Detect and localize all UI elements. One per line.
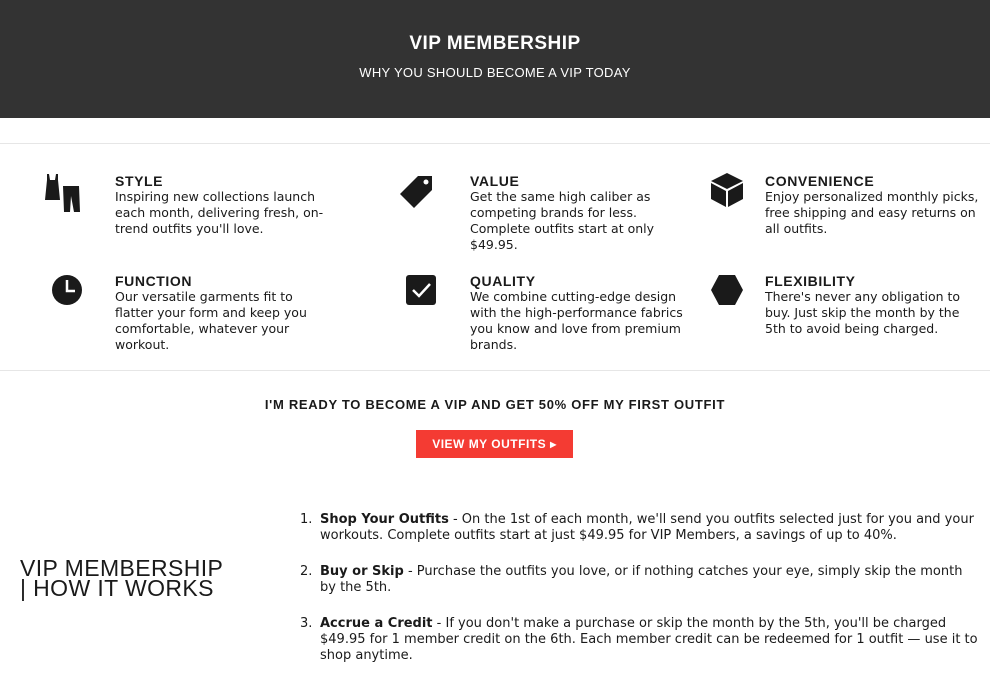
step-number: 3. xyxy=(300,616,313,631)
list-item xyxy=(300,564,980,596)
step-number: 2. xyxy=(300,564,313,579)
feature-title: CONVENIENCE xyxy=(765,173,875,189)
step-heading: Shop Your Outfits xyxy=(320,512,449,527)
feature-function xyxy=(115,273,330,353)
feature-style xyxy=(115,173,330,237)
feature-description: Our versatile garments fit to flatter your form and keep you comfortable, whatever your workout. xyxy=(115,289,307,352)
hexagon-icon xyxy=(707,270,747,310)
feature-quality xyxy=(470,273,685,353)
feature-convenience xyxy=(765,173,980,237)
feature-description: Inspiring new collections launch each month, delivering fresh, on-trend outfits you'll love. xyxy=(115,189,324,236)
feature-title: STYLE xyxy=(115,173,164,189)
how-title-line2: | HOW IT WORKS xyxy=(20,575,214,601)
checkbox-icon xyxy=(401,270,441,310)
feature-description: Get the same high caliber as competing brands for less. Complete outfits start at only $49.95. xyxy=(470,189,655,252)
step-body xyxy=(320,616,980,664)
step-text: - Purchase the outfits you love, or if nothing catches your eye, simply skip the month by the 5th. xyxy=(320,564,963,595)
list-item xyxy=(300,616,980,664)
clock-icon xyxy=(47,270,87,310)
divider-middle xyxy=(0,370,990,371)
step-heading: Accrue a Credit xyxy=(320,616,433,631)
step-body xyxy=(320,564,980,596)
how-title-line1: VIP MEMBERSHIP xyxy=(20,555,224,581)
hero-title: VIP MEMBERSHIP xyxy=(409,33,581,54)
step-body xyxy=(320,512,980,544)
box-icon xyxy=(707,169,747,209)
list-item xyxy=(300,512,980,544)
step-number: 1. xyxy=(300,512,313,527)
steps-list xyxy=(300,512,980,684)
divider-top xyxy=(0,143,990,144)
hero-banner xyxy=(0,0,990,118)
feature-title: FUNCTION xyxy=(115,273,193,289)
step-text: - On the 1st of each month, we'll send you outfits selected just for you and your workouts. Complete outfits start at just $49.95 for VIP Members, a savings of up to 40%. xyxy=(320,512,974,543)
tag-icon xyxy=(398,170,438,210)
feature-title: VALUE xyxy=(470,173,520,189)
feature-flexibility xyxy=(765,273,980,337)
feature-description: There's never any obligation to buy. Just skip the month by the 5th to avoid being charged. xyxy=(765,289,961,336)
cta-text: I'M READY TO BECOME A VIP AND GET 50% OFF MY FIRST OUTFIT xyxy=(264,397,726,412)
step-heading: Buy or Skip xyxy=(320,564,404,579)
clothing-icon xyxy=(43,172,83,212)
hero-subtitle: WHY YOU SHOULD BECOME A VIP TODAY xyxy=(359,65,631,80)
feature-description: Enjoy personalized monthly picks, free shipping and easy returns on all outfits. xyxy=(765,189,979,236)
how-it-works-title xyxy=(20,555,250,601)
view-outfits-button[interactable] xyxy=(416,430,573,458)
feature-value xyxy=(470,173,685,253)
feature-title: FLEXIBILITY xyxy=(765,273,856,289)
button-label: VIEW MY OUTFITS xyxy=(432,437,547,451)
feature-description: We combine cutting-edge design with the high-performance fabrics you know and love from premium brands. xyxy=(470,289,683,352)
chevron-right-icon: ▶ xyxy=(550,440,557,449)
step-text: - If you don't make a purchase or skip the month by the 5th, you'll be charged $49.95 for 1 member credit on the 6th. Each member credit can be redeemed for 1 outfit — use it to shop anytime. xyxy=(320,616,978,663)
feature-title: QUALITY xyxy=(470,273,536,289)
